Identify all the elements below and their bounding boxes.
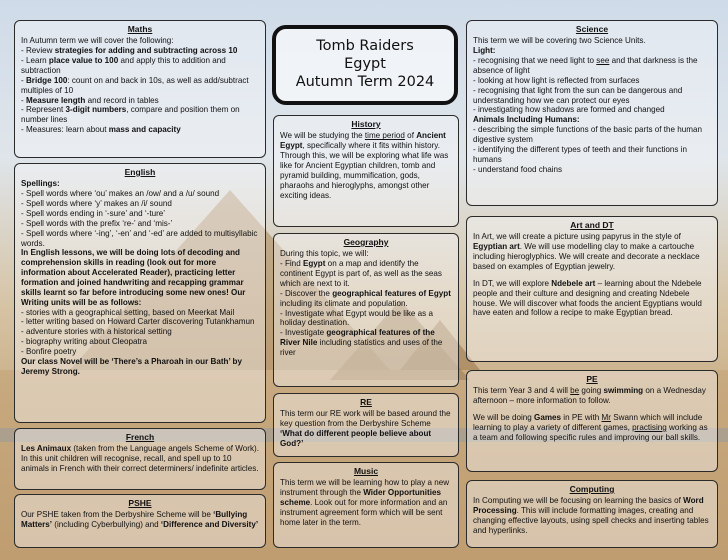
english-panel <box>14 163 266 423</box>
re-text: This term our RE work will be based around the key question from the Derbyshire Scheme ‘What do different people believe about God?’ <box>280 409 451 448</box>
science-intro: This term we will be covering two Science Units. <box>473 36 646 46</box>
french-panel <box>14 428 266 490</box>
maths-item: - Bridge 100: count on and back in 10s, as well as add/subtract multiples of 10 <box>21 75 249 95</box>
computing-text: In Computing we will be focusing on learning the basics of Word Processing. This will include formatting images, creating and changing effective layouts, using spell checks and inserting tables and hyperlinks. <box>473 496 709 535</box>
french-heading: French <box>125 432 155 442</box>
pshe-panel <box>14 494 266 548</box>
class-novel: Our class Novel will be ‘There’s a Pharoah in our Bath’ by Jeremy Strong. <box>21 356 242 376</box>
computing-panel <box>466 480 718 548</box>
french-text: Les Animaux (taken from the Language angels Scheme of Work). In this unit children will recognise, recall, and spell up to 10 animals in French with their correct determiners/ indefinite articles. <box>21 444 259 474</box>
art-heading: Art and DT <box>570 220 614 230</box>
pshe-text: Our PSHE taken from the Derbyshire Scheme will be ‘Bullying Matters’ (including Cyberbullying) and ‘Difference and Diversity’ <box>21 510 259 530</box>
light-label: Light: <box>473 46 496 56</box>
maths-intro: In Autumn term we will cover the following: <box>21 36 174 46</box>
spelling-item: - Spell words where ‘y’ makes an /i/ sound <box>21 199 172 209</box>
pe-panel <box>466 370 718 472</box>
writing-unit: - letter writing based on Howard Carter discovering Tutankhamun <box>21 317 255 327</box>
maths-item: - Measure length and record in tables <box>21 95 159 105</box>
geography-item: - Investigate geographical features of the River Nile including statistics and uses of the river <box>280 328 443 357</box>
title-line-1: Tomb Raiders <box>316 38 414 54</box>
geography-item: - Investigate what Egypt would be like as a holiday destination. <box>280 308 433 328</box>
science-item: - describing the simple functions of the basic parts of the human digestive system <box>473 125 702 144</box>
title-line-2: Egypt <box>344 56 386 73</box>
art-dt-panel <box>466 216 718 362</box>
animals-label: Animals Including Humans: <box>473 115 580 125</box>
music-text: This term we will be learning how to play a new instrument through the Wider Opportunities scheme. Look out for more information and an instrument agreement form which will be sent home later in the term. <box>280 478 450 527</box>
spelling-item: - Spell words ending in ‘-sure’ and ‘-ture’ <box>21 208 166 218</box>
science-item: - identifying the different types of teeth and their functions in humans <box>473 144 688 164</box>
science-item: - looking at how light is reflected from surfaces <box>473 75 640 85</box>
maths-item: - Represent 3-digit numbers, compare and position them on number lines <box>21 105 240 125</box>
maths-item: - Learn place value to 100 and apply this to addition and subtraction <box>21 56 226 75</box>
writing-unit: - Bonfire poetry <box>21 346 77 356</box>
english-heading: English <box>124 167 156 177</box>
pe-heading: PE <box>586 374 598 384</box>
maths-item: - Review strategies for adding and subtracting across 10 <box>21 46 238 56</box>
spellings-label: Spellings: <box>21 179 60 189</box>
history-panel <box>273 115 459 227</box>
geography-heading: Geography <box>343 237 389 247</box>
pshe-heading: PSHE <box>128 498 152 508</box>
science-item: - understand food chains <box>473 164 563 174</box>
computing-heading: Computing <box>569 484 615 494</box>
music-panel <box>273 462 459 548</box>
page-title <box>272 25 458 105</box>
pe-games-text: We will be doing Games in PE with Mr Swann which will include learning to play a variety of different games, practising working as a team and following specific rules and improving our ball skills. <box>473 413 708 442</box>
spelling-item: - Spell words with the prefix ‘re-’ and ‘mis-’ <box>21 218 173 228</box>
re-panel <box>273 393 459 457</box>
english-lessons: In English lessons, we will be doing lots of decoding and comprehension skills in reading (look out for more information about Accelerated Reader), practicing letter formation and joined handwriting and recapping grammar skills learnt so far before introducing some new ones! Our Writing units will be as follows: <box>21 248 246 307</box>
history-text: We will be studying the time period of Ancient Egypt, specifically where it fits within history. Through this, we will be exploring what life was like for Ancient Egyptian children, tomb and pyramid building, mummification, gods, pharaohs and hieroglyphs, amongst other exciting ideas. <box>280 131 449 200</box>
science-item: - investigating how shadows are formed and changed <box>473 105 665 115</box>
spelling-item: - Spell words where ‘-ing’, ‘-en’ and ‘-ed’ are added to multisyllabic words. <box>21 228 258 248</box>
writing-unit: - biography writing about Cleopatra <box>21 337 147 347</box>
writing-unit: - stories with a geographical setting, based on Meerkat Mail <box>21 307 235 317</box>
geography-panel <box>273 233 459 387</box>
writing-unit: - adventure stories with a historical setting <box>21 327 172 337</box>
maths-heading: Maths <box>127 24 153 34</box>
dt-text: In DT, we will explore Ndebele art – learning about the Ndebele people and their culture and designing and creating Ndebele house. We will discover what foods the ancient Egyptians would have eaten and follow a recipe to make Egyptian bread. <box>473 278 702 318</box>
science-item: - recognising that light from the sun can be dangerous and understanding how we can protect our eyes <box>473 85 683 105</box>
art-text: In Art, we will create a picture using papyrus in the style of Egyptian art. We will use modelling clay to make a cartouche including hieroglyphics. We will create and decorate a necklace based on examples of Egyptian jewelry. <box>473 232 700 271</box>
geography-intro: During this topic, we will: <box>280 249 369 259</box>
title-line-3: Autumn Term 2024 <box>295 74 435 91</box>
maths-panel <box>14 20 266 158</box>
science-panel <box>466 20 718 206</box>
geography-item: - Discover the geographical features of Egypt including its climate and population. <box>280 288 451 308</box>
science-heading: Science <box>575 24 609 34</box>
maths-item: - Measures: learn about mass and capacity <box>21 125 181 135</box>
re-heading: RE <box>360 397 372 407</box>
pe-swimming-text: This term Year 3 and 4 will be going swimming on a Wednesday afternoon – more information to follow. <box>473 386 706 406</box>
geography-item: - Find Egypt on a map and identify the continent Egypt is part of, as well as the seas which are next to it. <box>280 259 442 288</box>
spelling-item: - Spell words where ‘ou’ makes an /ow/ and a /u/ sound <box>21 189 220 199</box>
science-item: - recognising that we need light to see and that darkness is the absence of light <box>473 56 698 75</box>
music-heading: Music <box>353 466 379 476</box>
history-heading: History <box>351 119 381 129</box>
